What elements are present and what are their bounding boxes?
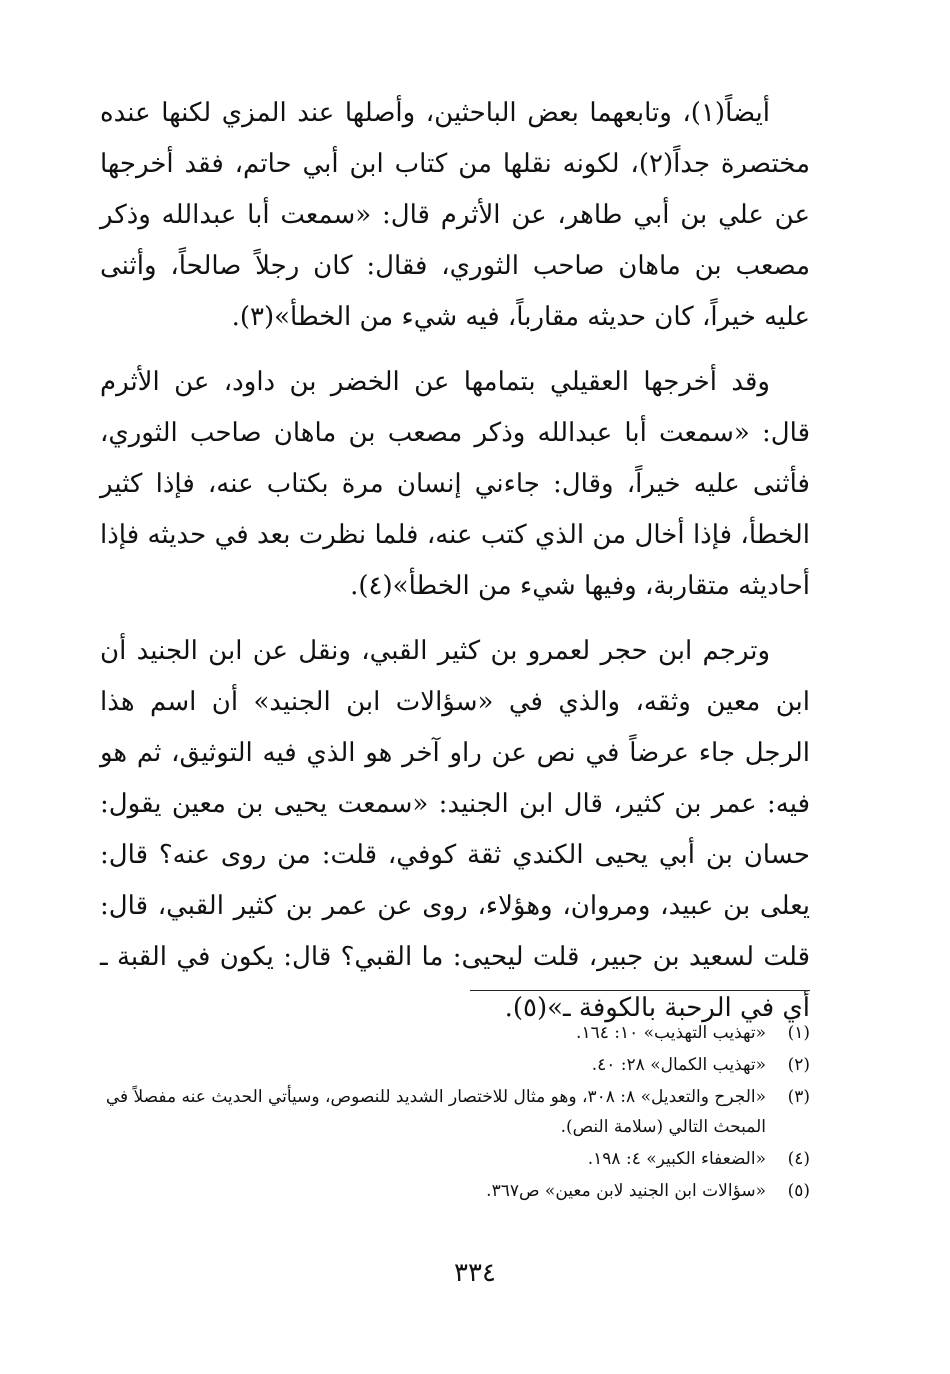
footnote-text: «تهذيب التهذيب» ١٠: ١٦٤. [576, 1023, 766, 1043]
footnote-text: «سؤالات ابن الجنيد لابن معين» ص٣٦٧. [486, 1181, 766, 1201]
footnote-number: (٢) [787, 1055, 810, 1075]
footnote-5 [100, 1176, 810, 1206]
footnote-number: (٥) [787, 1181, 810, 1201]
footnotes [100, 1018, 810, 1208]
footnote-separator [470, 990, 810, 991]
paragraph-1: أيضاً(١)، وتابعهما بعض الباحثين، وأصلها عند المزي لكنها عنده مختصرة جداً(٢)، لكونه نقلها من كتاب ابن أبي حاتم، فقد أخرجها عن علي بن أبي طاهر، عن الأثرم قال: «سمعت أبا عبدالله وذكر مصعب بن ماهان صاحب الثوري، فقال: كان رجلاً صالحاً، وأثنى عليه خيراً، كان حديثه مقارباً، فيه شيء من الخطأ»(٣). [100, 98, 810, 332]
main-text [100, 88, 810, 1048]
footnote-text: «تهذيب الكمال» ٢٨: ٤٠. [591, 1055, 766, 1075]
footnote-2 [100, 1050, 810, 1080]
footnote-text: «الضعفاء الكبير» ٤: ١٩٨. [587, 1149, 766, 1169]
paragraph-3: وترجم ابن حجر لعمرو بن كثير القبي، ونقل عن ابن الجنيد أن ابن معين وثقه، والذي في «سؤالات ابن الجنيد» أن اسم هذا الرجل جاء عرضاً في نص عن راو آخر هو الذي فيه التوثيق، ثم هو فيه: عمر بن كثير، قال ابن الجنيد: «سمعت يحيى بن معين يقول: حسان بن أبي يحيى الكندي ثقة كوفي، قلت: من روى عنه؟ قال: يعلى بن عبيد، ومروان، وهؤلاء، روى عن عمر بن كثير القبي، قال: قلت لسعيد بن جبير، قلت ليحيى: ما القبي؟ قال: يكون في القبة ـ أي في الرحبة بالكوفة ـ»(٥). [100, 636, 810, 1023]
footnote-1 [100, 1018, 810, 1048]
footnote-4 [100, 1144, 810, 1174]
footnote-3 [100, 1082, 810, 1142]
footnote-text: «الجرح والتعديل» ٨: ٣٠٨، وهو مثال للاختصار الشديد للنصوص، وسيأتي الحديث عنه مفصلاً في المبحث التالي (سلامة النص). [105, 1087, 766, 1137]
footnote-number: (٤) [787, 1149, 810, 1169]
page-number: ٣٣٤ [454, 1258, 496, 1288]
footnote-number: (٣) [787, 1087, 810, 1107]
footnote-number: (١) [787, 1023, 810, 1043]
paragraph-2: وقد أخرجها العقيلي بتمامها عن الخضر بن داود، عن الأثرم قال: «سمعت أبا عبدالله وذكر مصعب بن ماهان صاحب الثوري، فأثنى عليه خيراً، وقال: جاءني إنسان مرة بكتاب عنه، فإذا كثير الخطأ، فإذا أخال من الذي كتب عنه، فلما نظرت بعد في حديثه فإذا أحاديثه متقاربة، وفيها شيء من الخطأ»(٤). [100, 367, 810, 601]
